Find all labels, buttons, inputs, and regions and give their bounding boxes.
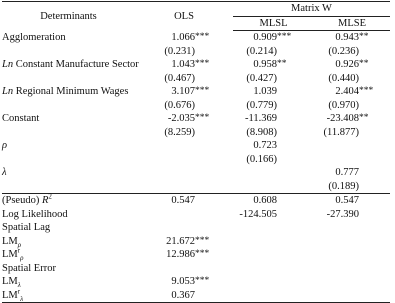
regression-results-table xyxy=(2,1,390,303)
fit-label-text: Log Likelihood xyxy=(2,208,68,220)
coefficient-row xyxy=(2,99,390,113)
mlsl-significance xyxy=(277,166,314,180)
ols-value xyxy=(135,166,195,180)
fit-ols-pad xyxy=(195,194,233,208)
fit-row xyxy=(2,194,390,208)
mlsl-significance xyxy=(277,126,314,140)
lm-ols-value: 0.367 xyxy=(135,289,195,303)
lm-sub: ρ xyxy=(20,254,24,263)
lm-ols-value: 12.986 xyxy=(166,249,195,260)
lm-ols-significance xyxy=(195,289,233,303)
mlse-significance: ** xyxy=(359,59,369,69)
lm-test-label xyxy=(2,235,135,249)
mlsl-significance: *** xyxy=(277,32,292,42)
mlse-value: 0.943 xyxy=(335,32,359,43)
mlsl-significance xyxy=(277,180,314,194)
lm-label: LM xyxy=(2,235,18,247)
mlse-value: -23.408 xyxy=(326,113,359,124)
mlse-significance xyxy=(359,166,390,180)
spatial-error-heading: Spatial Error xyxy=(2,262,56,274)
fit-label xyxy=(2,194,135,208)
header-row-1 xyxy=(2,2,390,17)
mlse-value: (11.877) xyxy=(323,126,359,138)
coefficient-row xyxy=(2,58,390,72)
lm-ols-value: 9.053 xyxy=(171,276,195,287)
mlse-value: (0.236) xyxy=(328,45,359,57)
ols-value xyxy=(135,180,195,194)
mlse-value: 0.926 xyxy=(335,59,359,70)
mlsl-value: (0.779) xyxy=(246,99,277,111)
ols-value xyxy=(135,153,195,167)
ols-value: 1.066 xyxy=(171,31,195,43)
coefficient-row xyxy=(2,45,390,59)
ols-significance xyxy=(195,126,233,140)
empty-cell xyxy=(233,248,277,262)
fit-mlsl-value: 0.608 xyxy=(233,194,277,208)
empty-cell xyxy=(314,248,359,262)
mlsl-significance xyxy=(277,139,314,153)
lm-test-row xyxy=(2,289,390,303)
ols-value: (0.467) xyxy=(164,72,195,84)
lm-ols-significance: *** xyxy=(195,249,210,259)
mlsl-value xyxy=(233,166,277,180)
mlse-value xyxy=(314,139,359,153)
mlsl-value: -11.369 xyxy=(245,113,277,124)
spatial-error-heading-row xyxy=(2,262,390,276)
coefficient-row xyxy=(2,180,390,194)
fit-label-text: (Pseudo) xyxy=(2,195,42,206)
row-label-text: Regional Minimum Wages xyxy=(13,86,129,97)
coefficient-row xyxy=(2,153,390,167)
empty-cell xyxy=(359,289,390,303)
header-mlse: MLSE xyxy=(314,16,390,31)
mlsl-significance xyxy=(277,85,314,99)
row-label xyxy=(2,45,135,59)
ols-significance xyxy=(195,72,233,86)
ols-value: (0.676) xyxy=(164,99,195,111)
ols-significance xyxy=(195,139,233,153)
mlse-significance xyxy=(359,153,390,167)
row-label xyxy=(2,153,135,167)
ols-significance: *** xyxy=(195,59,210,69)
lm-label: LM xyxy=(2,249,18,260)
lm-test-label xyxy=(2,275,135,289)
mlse-value: (0.970) xyxy=(328,99,359,111)
ols-significance: *** xyxy=(195,86,210,96)
lm-test-label xyxy=(2,248,135,262)
ols-significance xyxy=(195,166,233,180)
row-label-italic: ρ xyxy=(2,140,8,151)
mlse-significance xyxy=(359,139,390,153)
row-label xyxy=(2,58,139,72)
mlse-value: 2.404 xyxy=(335,86,359,97)
ols-value xyxy=(135,139,195,153)
fit-ols-value: 0.547 xyxy=(135,194,195,208)
fit-ols-value xyxy=(135,208,195,222)
row-label xyxy=(2,139,135,153)
mlsl-value: 1.039 xyxy=(253,86,277,97)
empty-cell xyxy=(277,275,314,289)
mlsl-significance xyxy=(277,112,314,126)
coefficient-row xyxy=(2,31,390,45)
mlsl-value xyxy=(233,180,277,194)
ols-value: 1.043 xyxy=(171,59,195,70)
lm-test-row xyxy=(2,248,390,262)
mlsl-value: 0.958 xyxy=(253,59,277,70)
lm-test-label xyxy=(2,289,135,303)
empty-cell xyxy=(359,275,390,289)
lm-sup: r xyxy=(17,246,21,255)
mlse-significance xyxy=(359,72,390,86)
mlsl-significance xyxy=(277,99,314,113)
ols-significance xyxy=(195,99,233,113)
lm-test-row xyxy=(2,275,390,289)
row-label-italic: Ln xyxy=(2,86,14,97)
coefficient-row xyxy=(2,72,390,86)
mlse-value xyxy=(314,153,359,167)
row-label-text: Constant Manufacture Sector xyxy=(13,59,139,70)
header-ols: OLS xyxy=(135,2,233,31)
lm-ols-value: 21.672 xyxy=(166,235,195,247)
empty-cell xyxy=(233,275,277,289)
lm-ols-significance: *** xyxy=(195,276,210,286)
mlsl-value: (8.908) xyxy=(246,126,277,138)
coefficient-row xyxy=(2,85,390,99)
mlse-significance xyxy=(359,180,390,194)
mlsl-significance xyxy=(277,153,314,167)
lm-sub: ρ xyxy=(17,240,22,249)
lm-label: LM xyxy=(2,276,18,287)
lm-test-row xyxy=(2,235,390,249)
header-mlsl: MLSL xyxy=(233,16,314,31)
fit-mlsl-pad xyxy=(277,208,314,222)
coefficient-row xyxy=(2,126,390,140)
ols-significance: *** xyxy=(195,31,210,42)
mlse-significance: ** xyxy=(359,32,369,42)
row-label-text: Agglomeration xyxy=(2,31,66,43)
empty-cell xyxy=(233,289,277,303)
row-label xyxy=(2,31,135,45)
mlse-value: (0.189) xyxy=(328,180,359,192)
row-label-italic: Ln xyxy=(2,59,14,70)
lm-ols-significance: *** xyxy=(195,235,210,246)
spatial-lag-heading: Spatial Lag xyxy=(2,222,51,233)
row-label xyxy=(2,72,135,86)
header-matrix-w: Matrix W xyxy=(233,2,390,17)
mlse-significance: ** xyxy=(359,113,369,123)
fit-mlsl-pad xyxy=(277,194,314,208)
empty-cell xyxy=(277,248,314,262)
fit-label-italic: R xyxy=(41,195,49,206)
ols-significance xyxy=(195,153,233,167)
empty-cell xyxy=(277,235,314,249)
fit-mlse-pad xyxy=(359,208,390,222)
mlsl-significance xyxy=(277,45,314,59)
mlsl-value: 0.723 xyxy=(253,140,277,151)
coefficient-row xyxy=(2,166,390,180)
fit-mlse-pad xyxy=(359,194,390,208)
mlse-significance xyxy=(359,99,390,113)
row-label-italic: λ xyxy=(2,167,7,178)
coefficient-row xyxy=(2,139,390,153)
lm-sub: λ xyxy=(20,294,24,303)
row-label-text: Constant xyxy=(2,113,40,124)
mlsl-value: (0.427) xyxy=(246,72,277,84)
row-label xyxy=(2,126,135,140)
row-label xyxy=(2,112,135,126)
ols-value: (8.259) xyxy=(164,126,195,138)
empty-cell xyxy=(314,289,359,303)
ols-significance: *** xyxy=(195,113,210,123)
ols-value: (0.231) xyxy=(164,45,195,57)
fit-mlse-value: 0.547 xyxy=(314,194,359,208)
mlsl-value: (0.214) xyxy=(246,45,277,57)
fit-row xyxy=(2,208,390,222)
fit-label xyxy=(2,208,135,222)
mlse-significance xyxy=(359,126,390,140)
mlse-value: (0.440) xyxy=(328,72,359,84)
mlsl-value: 0.909 xyxy=(253,32,277,43)
fit-mlse-value: -27.390 xyxy=(326,208,359,220)
header-determinants: Determinants xyxy=(2,2,135,31)
fit-ols-pad xyxy=(195,208,233,222)
empty-cell xyxy=(359,248,390,262)
mlsl-significance xyxy=(277,72,314,86)
empty-cell xyxy=(314,275,359,289)
mlsl-value: (0.166) xyxy=(246,153,277,165)
empty-cell xyxy=(233,235,277,249)
mlsl-significance: ** xyxy=(277,59,287,69)
ols-value: 3.107 xyxy=(171,86,195,97)
mlse-significance: *** xyxy=(359,86,374,96)
row-label xyxy=(2,85,135,99)
row-label xyxy=(2,180,135,194)
empty-cell xyxy=(314,235,359,249)
coefficient-row xyxy=(2,112,390,126)
ols-significance xyxy=(195,45,233,59)
empty-cell xyxy=(359,235,390,249)
ols-significance xyxy=(195,180,233,194)
fit-label-sup: 2 xyxy=(48,192,52,201)
mlse-significance xyxy=(359,45,390,59)
lm-sub: λ xyxy=(17,281,21,290)
ols-value: -2.035 xyxy=(167,113,195,124)
empty-cell xyxy=(277,289,314,303)
lm-sup: r xyxy=(17,287,21,295)
row-label xyxy=(2,99,135,113)
lm-label: LM xyxy=(2,289,18,301)
fit-mlsl-value: -124.505 xyxy=(239,208,277,220)
spatial-lag-heading-row xyxy=(2,221,390,235)
mlse-value: 0.777 xyxy=(335,167,359,178)
row-label xyxy=(2,166,135,180)
